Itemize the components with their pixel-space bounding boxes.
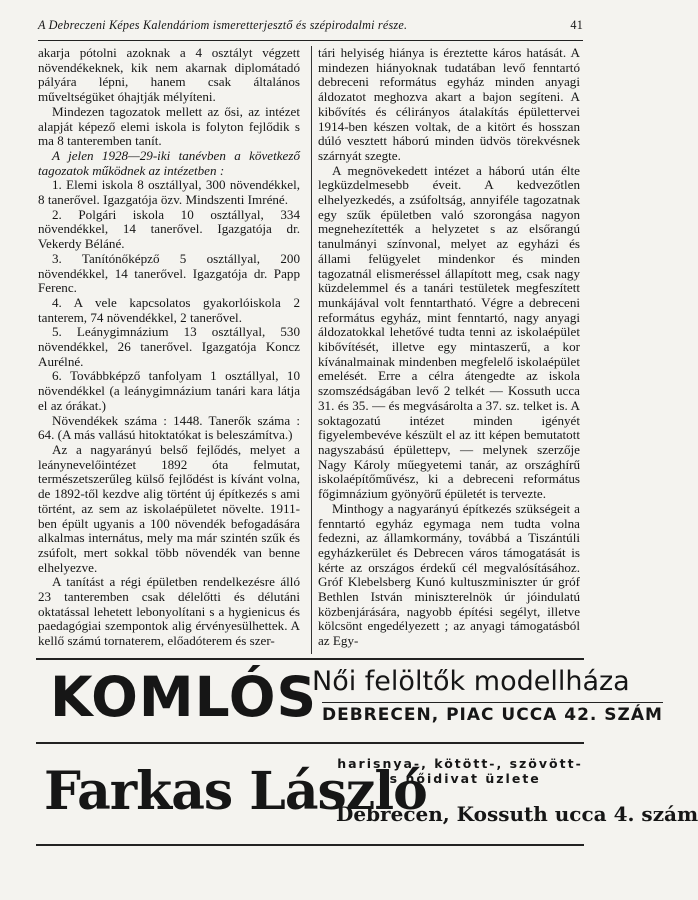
komlos-address: DEBRECEN, PIAC UCCA 42. SZÁM — [322, 702, 663, 725]
paragraph: akarja pótolni azoknak a 4 osztályt végzett növendékeknek, kik nem akarnak diplomátadó pályára lépni, hanem csak általános műveltségüket óhajtják mélyíteni. — [38, 45, 300, 105]
paragraph: Az a nagyarányú belső fejlődés, melyet a leánynevelőintézet 1892 óta felmutat, természetszerűleg külső fejlődést is kívánt volna, de 1892-től kezdve alig történt új építkezés s ami történt, az sem az iskolaépületet növelte. 1911-ben épült ugyanis a 100 növendék befogadására alkalmas internátus, mely ma már szintén szűk és zsúfolt, mert sokkal több növendék van benne elhelyezve. — [38, 441, 300, 575]
paragraph: A megnövekedett intézet a háború után élte legküzdelmesebb éveit. A kedvezőtlen elhelyezkedés, a zsúfoltság, annyiféle tagozatnak egy szűk épületben való szorongása nagyon megnehezítették a helyzetet s az elsőrangú tanulmányi színvonal, melyet az egyházi és állami felügyelet mindenkor és minden tagozatnál elismeréssel állapított meg, csak nagy küzdelemmel és a tanári testületek megfeszített munkájával volt fenntartható. Végre a debreceni református egyház, mint fenntartó, nagy anyagi áldozatokkal lehetővé tudta tenni az iskolaépület kibővítését, illetve egy mintaszerű, a kor kívánalmainak mindenben megfelelő iskolaépület emelését. Erre a célra átengedte az iskola szomszédságában levő 2 telkét — Kossuth ucca 31. és 35. — és megvásárolta a 37. sz. telket is. A soktagozatú intézet minden igényét figyelembevéve készült el az itt képen bemutatott nagyszabású épülettерv, — melynek szerzője Nagy Károly műegyetemi tanár, az országhírű iskolaépítőművész, ki a debreceni református főgimnázium gyönyörű épületét is tervezte. — [318, 162, 580, 502]
paragraph: Mindezen tagozatok mellett az ősi, az intézet alapját képező elemi iskola is folyton fejlődik s ma 8 tanteremben tanít. — [38, 103, 300, 149]
paragraph: 5. Leánygimnázium 13 osztállyal, 530 növendékkel, 26 tanerővel. Igazgatója Koncz Aurélné. — [38, 324, 300, 369]
paragraph: A jelen 1928—29-iki tanévben a következő tagozatok működnek az intézetben : — [38, 147, 300, 178]
paragraph: 4. A vele kapcsolatos gyakorlóiskola 2 tanterem, 74 növendékkel, 2 tanerővel. — [38, 294, 300, 325]
header-title: A Debreczeni Képes Kalendáriom ismeretterjesztő és szépirodalmi része. — [38, 18, 408, 32]
advertisement-komlos — [36, 658, 663, 744]
left-column — [38, 46, 300, 649]
column-divider — [311, 46, 312, 654]
paragraph: A tanítást a régi épületben rendelkezésre álló 23 tanteremben csak délelőtti és délutáni oktatással lehetett lebonyolítani s a hygienicus és paedagógiai szempontok alig érvényesülhettek. A kellő számú tornaterem, előadóterem és szer- — [38, 574, 300, 649]
farkas-tagline: harisnya-, kötött-, szövött- és nőidivat üzlete — [337, 756, 583, 786]
paragraph: Minthogy a nagyarányú építkezés szükségeit a fenntartó egyház egymaga nem tudta volna fedezni, az államkormány, továbbá a Tiszántúli egyházkerület és Debrecen város támogatását is kérte az országos érdekű cél megvalósításához. Gróf Klebelsberg Kunó kultuszminiszter úr gróf Bethlen István miniszterelnök úr jóindulatú közbenjárására, nagyobb építési segélyt, illetve kölcsönt engedélyezett ; az anyagi támogatásból az Egy- — [318, 500, 580, 649]
advertisement-farkas — [36, 744, 698, 846]
komlos-tagline: Női felöltők modellháza — [312, 666, 630, 697]
right-column — [318, 46, 580, 649]
komlos-brand: KOMLÓS — [50, 665, 318, 729]
farkas-address: Debrecen, Kossuth ucca 4. szám — [336, 802, 698, 826]
header-rule — [38, 40, 583, 41]
paragraph: 3. Tanítónőképző 5 osztállyal, 200 növendékkel, 14 tanerővel. Igazgatója dr. Papp Ferenc. — [38, 250, 300, 296]
paragraph: Növendékek száma : 1448. Tanerők száma : 64. (A más vallású hitoktatókat is beleszámítva.) — [38, 412, 300, 443]
farkas-brand: Farkas László — [44, 761, 427, 822]
paragraph: 6. Továbbképző tanfolyam 1 osztállyal, 10 növendékkel (a leánygimnázium tanári kara látja el az órákat.) — [38, 368, 300, 413]
paragraph: tári helyiség hiánya is éreztette káros hatását. A mindezen hiányoknak tudatában levő fenntartó debreceni református egyház minden anyagi áldozatot meghozva akart a bajon segíteni. A kibővítés és célirányos átalakítás épülettervei 1914-ben készen voltak, de a kitört és hosszan dúló vesztett háború minden üdvös törekvésnek szárnyát szegte. — [318, 45, 580, 163]
paragraph: 2. Polgári iskola 10 osztállyal, 334 növendékkel, 14 tanerővel. Igazgatója dr. Vekerdy Béláné. — [38, 206, 300, 252]
paragraph: 1. Elemi iskola 8 osztállyal, 300 növendékkel, 8 tanerővel. Igazgatója özv. Mindszenti Imréné. — [38, 177, 300, 208]
running-header — [38, 18, 583, 33]
page-number: 41 — [570, 18, 583, 32]
